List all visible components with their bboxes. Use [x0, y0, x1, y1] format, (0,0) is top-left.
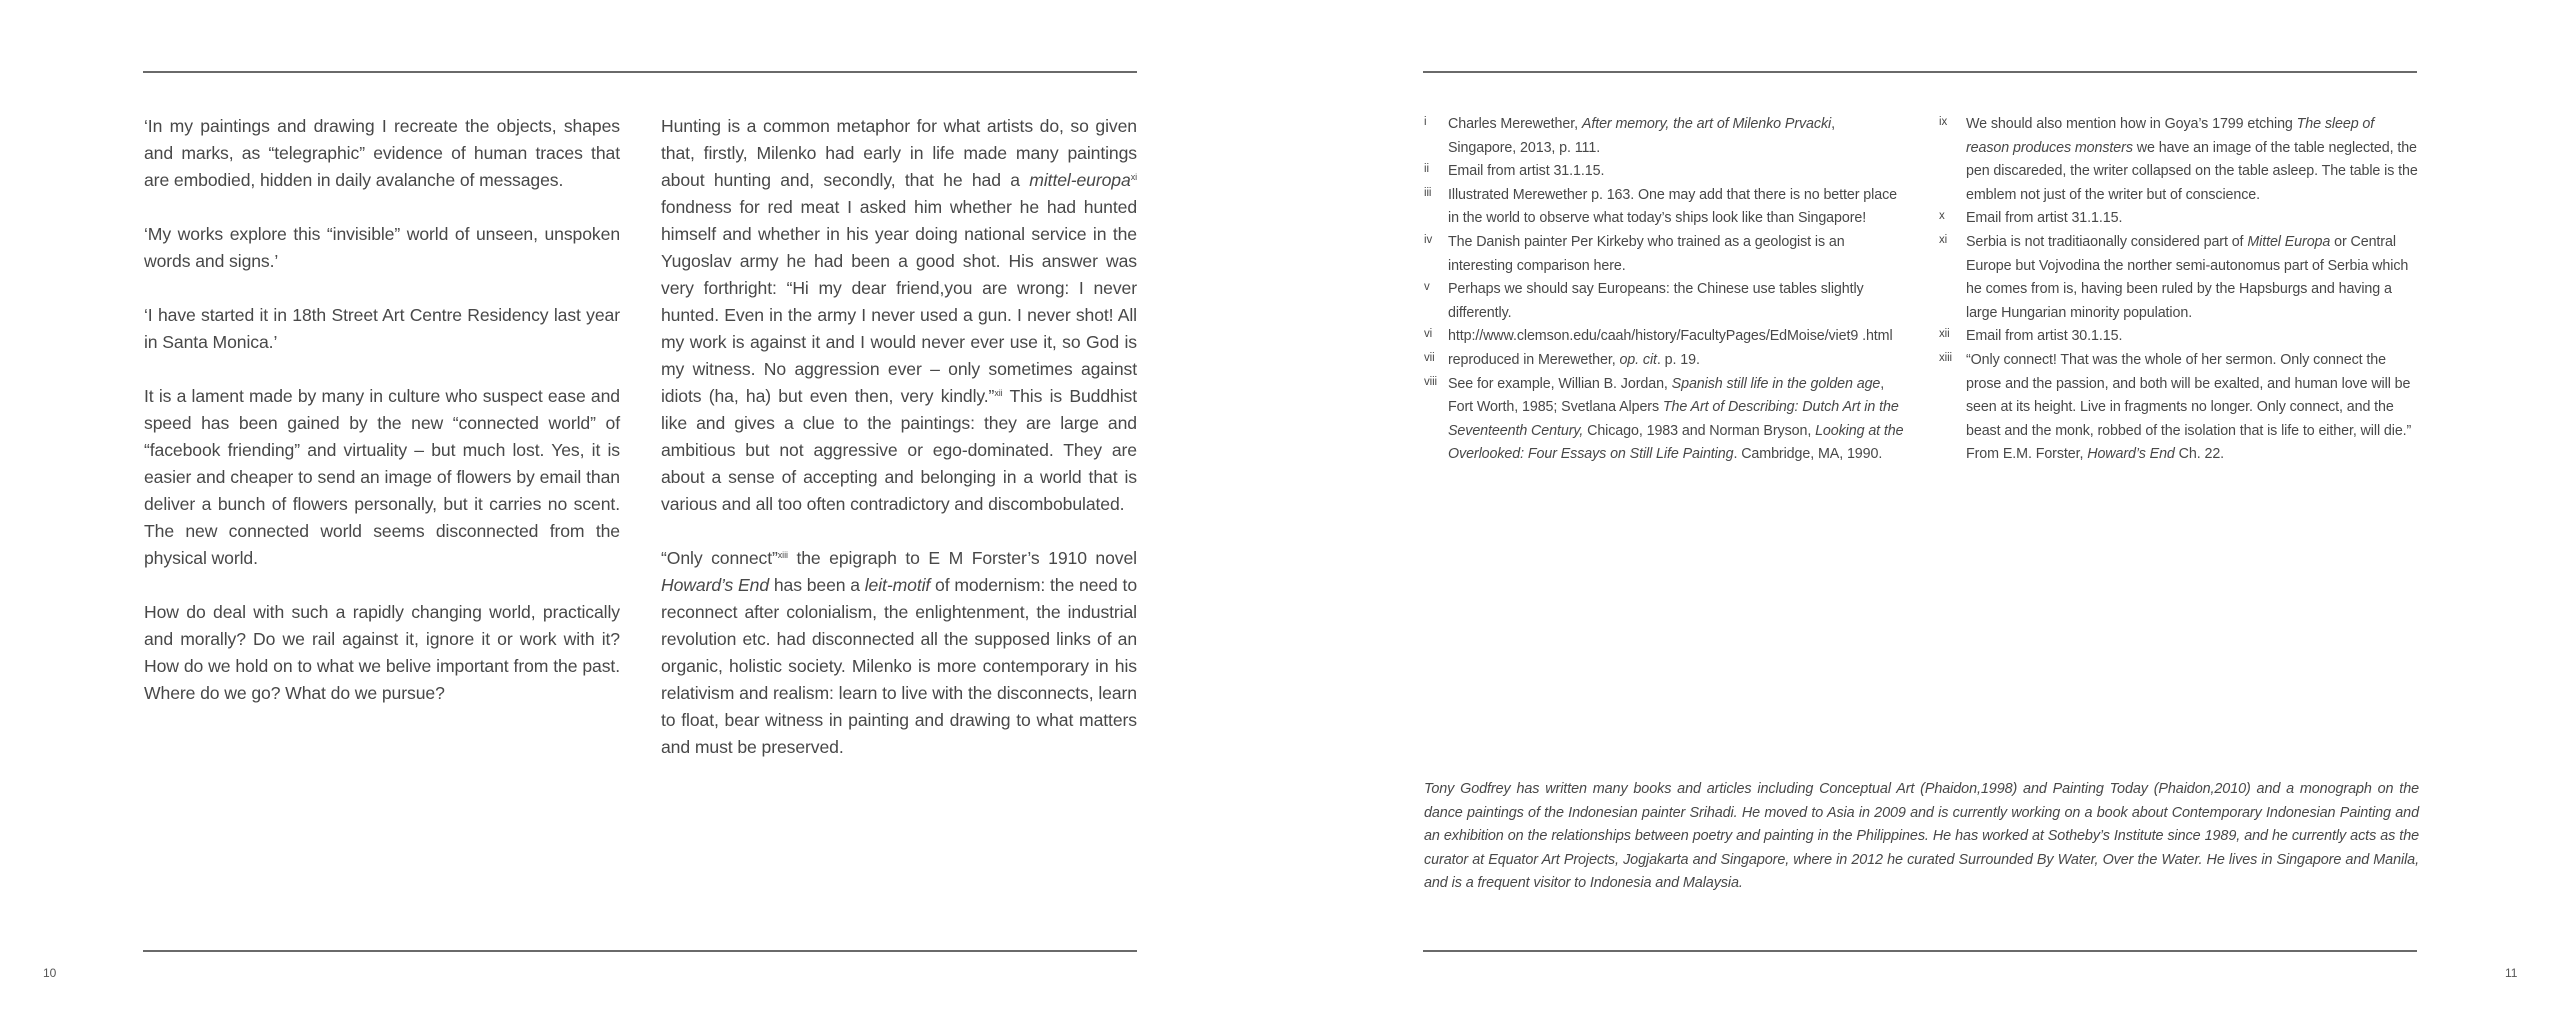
paragraph: ‘My works explore this “invisible” world of unseen, unspoken words and signs.’ — [144, 224, 620, 271]
page-number-right: 11 — [2505, 966, 2518, 980]
footnote-text: reproduced in Merewether, — [1448, 351, 1620, 368]
footnote-text: The Danish painter Per Kirkeby who trained as a geologist is an interesting comparison here. — [1448, 233, 1845, 274]
footnote-text: Looking at the Overlooked: Four Essays on Still Life Painting — [1448, 422, 1904, 463]
footnote-text: . p. 19. — [1656, 351, 1700, 368]
footnote-text: Chicago, 1983 and Norman Bryson, — [1583, 422, 1816, 439]
paragraph-only-connect: “Only connect”$^{xiii}$ the epigraph to E M Forster’s 1910 novel Howard’s End has been a leit-motif of modernism: the need to reconnect after colonialism, the enlightenment, the industrial revolution etc. had disconnected all the supposed links of an organic, holistic society. Milenko is more contemporary in his relativism and realism: learn to live with the disconnects, learn to float, bear witness in painting and drawing to what matters and must be preserved. — [661, 548, 1137, 757]
footnote-marker: ii — [1424, 163, 1429, 176]
paragraph-hunting: Hunting is a common metaphor for what artists do, so given that, firstly, Milenko had early in life made many paintings about hunting and, secondly, that he had a mittel-europa$^{xi}$ fondness for red meat I asked him whether he had hunted himself and whether in his year doing national service in the Yugoslav army he had been a good shot. His answer was very forthright: “Hi my dear friend,you are wrong: I never hunted. Even in the army I never used a gun. I never shot! All my work is against it and I would never ever use it, so God is my witness. No aggression ever – only sometimes against idiots (ha, ha) but even then, very kindly.”$^{xii}$ This is Buddhist like and gives a clue to the paintings: they are large and ambitious but not aggressive or ego-dominated. They are about a sense of accepting and belonging in a world that is various and all too often contradictory and discombobulated. — [661, 116, 1137, 514]
footnote-marker: vii — [1424, 351, 1435, 364]
footnote-marker: i — [1424, 116, 1427, 128]
page-number-left: 10 — [43, 966, 57, 980]
footnote-ref[interactable]: xiii — [777, 550, 788, 560]
footnotes-column-1 — [1424, 113, 1904, 467]
footnote-text: , Singapore, 2013, p. 111. — [1448, 116, 1835, 156]
footnote-item — [1939, 113, 2419, 207]
right-bottom-rule — [1423, 950, 2417, 952]
footnote-text: Charles Merewether, — [1448, 116, 1582, 132]
footnote-ref[interactable]: xii — [994, 388, 1003, 398]
footnote-text: See for example, Willian B. Jordan, — [1448, 375, 1672, 392]
footnote-text: Mittel Europa — [2247, 233, 2331, 250]
footnote-text: After memory, the art of Milenko Prvacki — [1581, 116, 1832, 132]
footnote-text: . Cambridge, MA, 1990. — [1733, 446, 1883, 463]
footnote-text: Howard’s End — [2087, 446, 2175, 463]
left-column-1 — [144, 113, 620, 734]
footnote-marker: v — [1424, 281, 1430, 294]
footnote-item — [1424, 160, 1904, 184]
author-bio: Tony Godfrey has written many books and articles including Conceptual Art (Phaidon,1998) and Painting Today (Phaidon,2010) and a monograph on the dance paintings of the Indonesian painter Srihadi. He moved to Asia in 2009 and is currently working on a book about Contemporary Indonesian Painting and an exhibition on the relationships between poetry and painting in the Philippines. He has worked at Sotheby’s Institute since 1989, and he currently acts as the curator at Equator Art Projects, Jogjakarta and Singapore, where in 2012 he curated Surrounded By Water, Over the Water. He lives in Singapore and Manila, and is a frequent visitor to Indonesia and Malaysia. — [1424, 781, 2419, 892]
left-column-2 — [661, 113, 1137, 788]
footnote-text: Spanish still life in the golden age — [1671, 375, 1881, 392]
footnote-item — [1424, 373, 1904, 467]
footnote-text: The sleep of reason produces monsters — [1966, 116, 2375, 156]
footnote-text: or Central Europe but Vojvodina the norther semi-autonomus part of Serbia which he comes from is, having been ruled by the Hapsburgs and having a large Hungarian minority population. — [1966, 233, 2409, 321]
left-bottom-rule — [143, 950, 1137, 952]
footnotes-column-2 — [1939, 113, 2419, 467]
footnote-text: http://www.clemson.edu/caah/history/FacultyPages/EdMoise/viet9 .html — [1448, 328, 1893, 345]
footnote-marker: x — [1939, 210, 1945, 223]
footnote-marker: ix — [1939, 116, 1948, 128]
footnote-item — [1424, 113, 1904, 160]
footnote-text: Serbia is not traditiaonally considered part of — [1966, 233, 2248, 250]
left-top-rule — [143, 71, 1137, 73]
footnote-text: Email from artist 31.1.15. — [1966, 210, 2123, 227]
footnote-text: Email from artist 30.1.15. — [1966, 328, 2123, 345]
footnote-item — [1424, 184, 1904, 231]
paragraph: How do deal with such a rapidly changing world, practically and morally? Do we rail against it, ignore it or work with it? How do we hold on to what we belive important from the past. Where do we go? What do we pursue? — [144, 602, 620, 703]
footnote-item — [1939, 349, 2419, 467]
footnote-marker: viii — [1424, 375, 1438, 388]
footnote-text: , Fort Worth, 1985; Svetlana Alpers — [1448, 375, 1885, 416]
footnote-item — [1939, 207, 2419, 231]
footnote-text: Email from artist 31.1.15. — [1448, 163, 1605, 180]
footnote-marker: xi — [1939, 233, 1948, 246]
paragraph: ‘In my paintings and drawing I recreate the objects, shapes and marks, as “telegraphic” evidence of human traces that are embodied, hidden in daily avalanche of messages. — [144, 116, 620, 190]
footnote-item — [1424, 231, 1904, 278]
footnote-marker: iv — [1424, 233, 1433, 246]
footnote-text: op. cit — [1619, 351, 1657, 368]
paragraph: ‘I have started it in 18th Street Art Centre Residency last year in Santa Monica.’ — [144, 305, 620, 352]
footnote-item — [1424, 325, 1904, 349]
footnote-text: The Art of Describing: Dutch Art in the Seventeenth Century, — [1448, 399, 1899, 439]
footnote-text: “Only connect! That was the whole of her sermon. Only connect the prose and the passion, and both will be exalted, and human love will be seen at its height. Live in fragments no longer. Only connect, and the beast and the monk, robbed of the isolation that is life to either, will die.” From E.M. Forster, — [1966, 351, 2412, 463]
footnote-marker: xiii — [1939, 351, 1953, 364]
footnote-marker: xii — [1939, 328, 1950, 341]
footnote-text: We should also mention how in Goya’s 1799 etching — [1966, 116, 2297, 132]
right-top-rule — [1423, 71, 2417, 73]
footnote-ref[interactable]: xi — [1130, 172, 1137, 182]
footnote-item — [1424, 349, 1904, 373]
footnote-marker: vi — [1424, 328, 1433, 341]
footnote-text: Illustrated Merewether p. 163. One may add that there is no better place in the world to observe what today’s ships look like than Singapore! — [1448, 186, 1897, 227]
footnote-text: Perhaps we should say Europeans: the Chinese use tables slightly differently. — [1448, 281, 1864, 321]
footnote-text: Ch. 22. — [2174, 446, 2225, 463]
footnote-item — [1424, 278, 1904, 325]
footnote-text: we have an image of the table neglected, the pen discareded, the writer collapsed on the table asleep. The table is the emblem not just of the writer but of conscience. — [1966, 139, 2418, 203]
footnote-marker: iii — [1424, 186, 1432, 199]
paragraph: It is a lament made by many in culture who suspect ease and speed has been gained by the new “connected world” of “facebook friending” and virtuality – but much lost. Yes, it is easier and cheaper to send an image of flowers by email than deliver a bunch of flowers personally, but it carries no scent. The new connected world seems disconnected from the physical world. — [144, 386, 620, 568]
footnote-item — [1939, 325, 2419, 349]
footnote-item — [1939, 231, 2419, 325]
